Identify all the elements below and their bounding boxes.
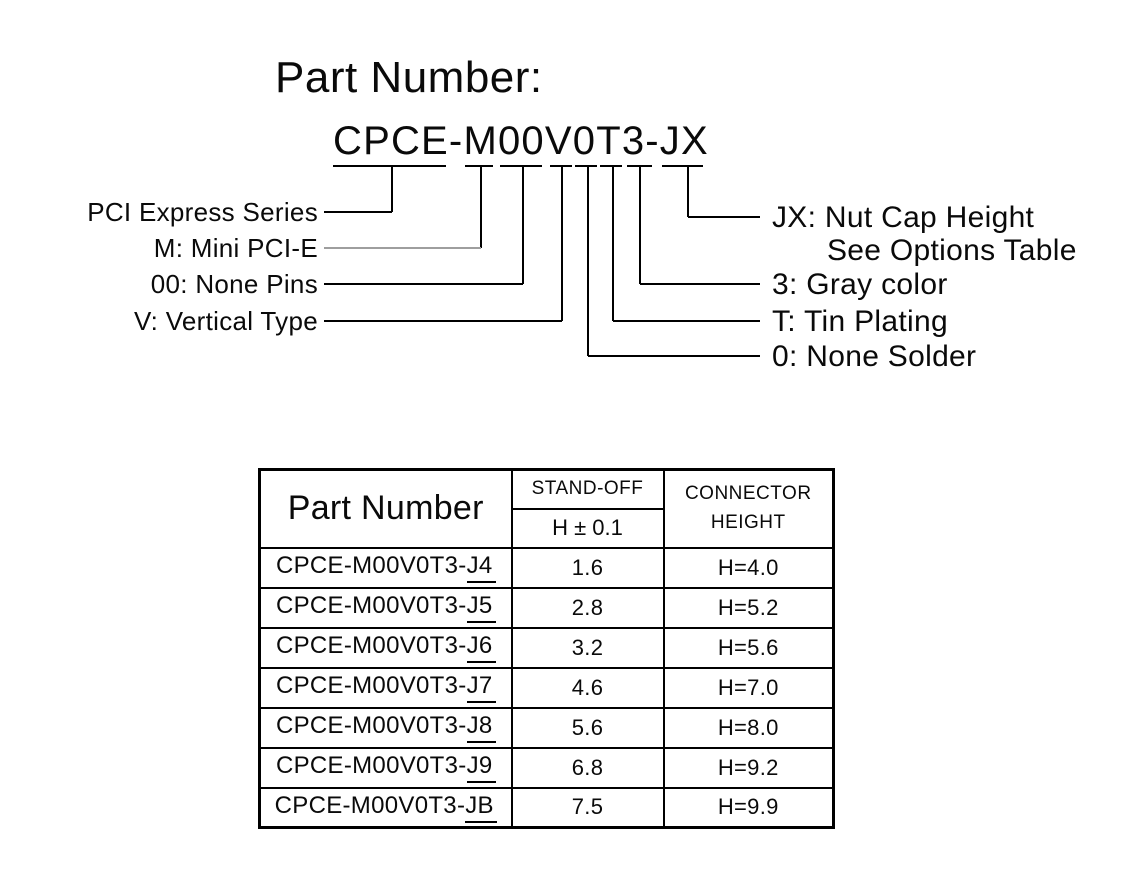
part-prefix: CPCE-M00V0T3- — [275, 632, 467, 659]
connector-height-cell: H=9.2 — [664, 748, 834, 788]
table-row — [260, 748, 834, 788]
column-header-stand-off-tolerance: H ± 0.1 — [512, 509, 664, 548]
part-prefix: CPCE-M00V0T3- — [275, 592, 467, 619]
connector-height-cell: H=5.2 — [664, 588, 834, 628]
part-number-cell — [260, 748, 512, 788]
callout-label-none-solder: 0: None Solder — [772, 340, 977, 373]
part-prefix: CPCE-M00V0T3- — [275, 552, 467, 579]
connector-height-cell: H=4.0 — [664, 548, 834, 588]
table-row — [260, 628, 834, 668]
column-header-connector-height — [664, 470, 834, 548]
stand-off-cell: 6.8 — [512, 748, 664, 788]
part-prefix: CPCE-M00V0T3- — [275, 712, 467, 739]
page-title: Part Number: — [275, 53, 543, 102]
callout-label-gray-color: 3: Gray color — [772, 268, 948, 301]
callout-label-nut-cap-height: JX: Nut Cap Height — [772, 201, 1035, 234]
connector-height-line2: HEIGHT — [710, 511, 786, 533]
column-header-part-number: Part Number — [260, 470, 512, 548]
table-header-row-top — [260, 470, 834, 509]
connector-height-cell: H=5.6 — [664, 628, 834, 668]
part-suffix: JB — [465, 792, 497, 823]
part-suffix: J9 — [467, 752, 496, 783]
callout-label-pci-express-series: PCI Express Series — [87, 197, 318, 227]
stand-off-cell: 3.2 — [512, 628, 664, 668]
connector-height-cell: H=8.0 — [664, 708, 834, 748]
table-row — [260, 788, 834, 828]
callout-label-vertical-type: V: Vertical Type — [133, 306, 318, 336]
callout-label-none-pins: 00: None Pins — [150, 269, 318, 299]
part-number-cell — [260, 788, 512, 828]
part-suffix: J5 — [467, 592, 496, 623]
callout-vertical-lines — [392, 165, 688, 356]
stand-off-cell: 4.6 — [512, 668, 664, 708]
part-number-cell — [260, 668, 512, 708]
part-prefix: CPCE-M00V0T3- — [274, 791, 466, 819]
stand-off-cell: 1.6 — [512, 548, 664, 588]
connector-height-cell: H=7.0 — [664, 668, 834, 708]
column-header-stand-off: STAND-OFF — [512, 470, 664, 509]
part-number-cell — [260, 588, 512, 628]
part-number-cell — [260, 628, 512, 668]
options-table — [258, 468, 835, 829]
part-suffix: J4 — [467, 552, 496, 583]
stand-off-cell: 5.6 — [512, 708, 664, 748]
part-suffix: J8 — [467, 712, 496, 743]
part-number-cell — [260, 708, 512, 748]
callout-label-see-options-table: See Options Table — [827, 234, 1077, 267]
part-suffix: J6 — [467, 632, 496, 663]
part-prefix: CPCE-M00V0T3- — [275, 672, 467, 699]
table-row — [260, 708, 834, 748]
part-suffix: J7 — [467, 672, 496, 703]
stand-off-cell: 7.5 — [512, 788, 664, 828]
part-number-cell — [260, 548, 512, 588]
stand-off-cell: 2.8 — [512, 588, 664, 628]
part-number-text: CPCE-M00V0T3-JX — [333, 119, 709, 163]
table-row — [260, 588, 834, 628]
left-leader-lines — [324, 212, 562, 321]
connector-height-line1: CONNECTOR — [684, 483, 812, 505]
callout-label-mini-pcie: M: Mini PCI-E — [153, 233, 318, 263]
part-prefix: CPCE-M00V0T3- — [275, 752, 467, 779]
connector-height-cell: H=9.9 — [664, 788, 834, 828]
table-row — [260, 668, 834, 708]
callout-label-tin-plating: T: Tin Plating — [772, 305, 948, 338]
table-row — [260, 548, 834, 588]
